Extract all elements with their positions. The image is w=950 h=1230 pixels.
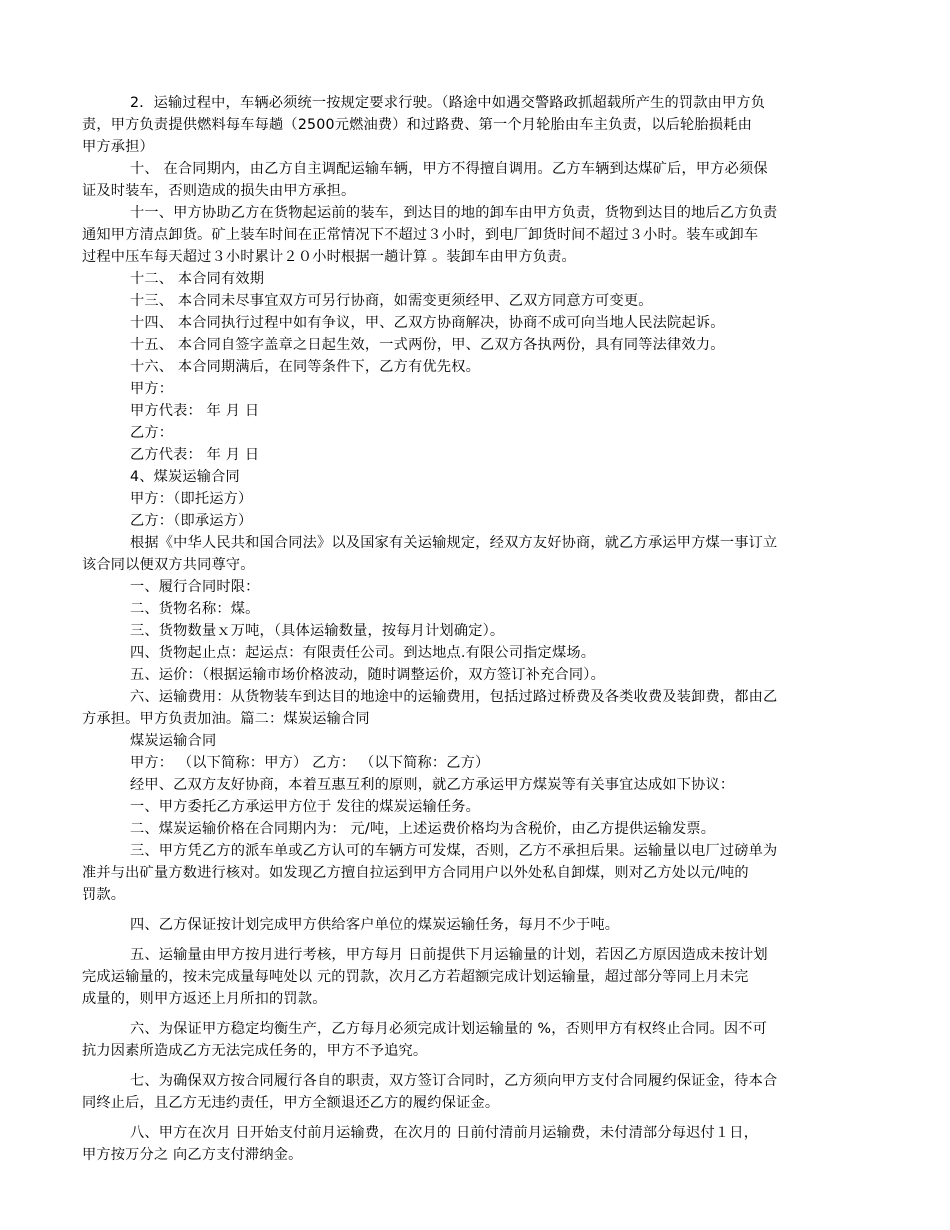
item-line: 一、履行合同时限： [130, 579, 260, 595]
paragraph-line: 该合同以便双方共同尊守。 [82, 557, 255, 573]
paragraph-line: 过程中压车每天超过３小时累计２０小时根据一趟计算 。装卸车由甲方负责。 [82, 249, 576, 265]
clause-13-line: 十三、 本合同未尽事宜双方可另行协商，如需变更须经甲、乙双方同意方可变更。 [130, 293, 653, 309]
item-line: 六、运输费用：从货物装车到达目的地途中的运输费用，包括过路过桥费及各类收费及装卸费，都由乙 [130, 689, 778, 705]
party-b-line: 乙方：（即承运方） [130, 513, 253, 529]
party-a-signature-label: 甲方： [130, 381, 174, 397]
parties-line: 甲方： （以下简称：甲方） 乙方： （以下简称：乙方） [130, 755, 490, 771]
paragraph-line: 根据《中华人民共和国合同法》以及国家有关运输规定，经双方友好协商，就乙方承运甲方煤一事订立 [130, 535, 778, 551]
party-a-line: 甲方：（即托运方） [130, 491, 253, 507]
item-line: 五、运价：（根据运输市场价格波动，随时调整运价，双方签订补充合同）。 [130, 667, 605, 683]
clause-15-line: 十五、 本合同自签字盖章之日起生效，一式两份，甲、乙双方各执两份，具有同等法律效力。 [130, 337, 725, 353]
paragraph-line: 甲方按万分之 向乙方支付滞纳金。 [82, 1147, 303, 1163]
paragraph-line: 抗力因素所造成乙方无法完成任务的，甲方不予追究。 [82, 1043, 428, 1059]
party-a-rep-date-line: 甲方代表： 年 月 日 [130, 403, 260, 419]
paragraph-line: 通知甲方清点卸货。矿上装车时间在正常情况下不超过３小时，到电厂卸货时间不超过３小时。装车或卸车 [82, 227, 759, 243]
paragraph-line: 2．运输过程中，车辆必须统一按规定要求行驶。（路途中如遇交警路政抓超载所产生的罚款由甲方负 [130, 95, 766, 111]
item-line: 八、甲方在次月 日开始支付前月运输费，在次月的 日前付清前月运输费，未付清部分每迟付１日， [130, 1125, 759, 1141]
item-line: 四、乙方保证按计划完成甲方供给客户单位的煤炭运输任务，每月不少于吨。 [130, 917, 620, 933]
paragraph-line: 完成运输量的，按未完成量每吨处以 元的罚款，次月乙方若超额完成计划运输量，超过部分等同上月未完 [82, 969, 749, 985]
item-line: 五、运输量由甲方按月进行考核，甲方每月 日前提供下月运输量的计划，若因乙方原因造成未按计划 [130, 947, 768, 963]
paragraph-line: 成量的，则甲方返还上月所扣的罚款。 [82, 991, 327, 1007]
paragraph-line: 证及时装车，否则造成的损失由甲方承担。 [82, 183, 356, 199]
item-line: 二、煤炭运输价格在合同期内为： 元/吨，上述运费价格均为含税价，由乙方提供运输发票。 [130, 821, 716, 837]
party-b-rep-date-line: 乙方代表： 年 月 日 [130, 447, 260, 463]
section-title: 煤炭运输合同 [130, 733, 217, 749]
item-line: 一、甲方委托乙方承运甲方位于 发往的煤炭运输任务。 [130, 799, 481, 815]
item-line: 七、为确保双方按合同履行各自的职责，双方签订合同时，乙方须向甲方支付合同履约保证金，待本合 [130, 1073, 778, 1089]
clause-12-line: 十二、 本合同有效期 [130, 271, 265, 287]
party-b-signature-label: 乙方： [130, 425, 174, 441]
paragraph-line: 责，甲方负责提供燃料每车每趟（2500元燃油费）和过路费、第一个月轮胎由车主负责，以后轮胎损耗由 [82, 117, 752, 133]
clause-16-line: 十六、 本合同期满后，在同等条件下，乙方有优先权。 [130, 359, 481, 375]
paragraph-line: 罚款。 [82, 887, 126, 903]
item-line: 六、为保证甲方稳定均衡生产，乙方每月必须完成计划运输量的 %，否则甲方有权终止合同。因不可 [130, 1021, 768, 1037]
paragraph-line: 同终止后，且乙方无违约责任，甲方全额退还乙方的履约保证金。 [82, 1095, 500, 1111]
section-title: 4、煤炭运输合同 [130, 469, 240, 485]
item-line: 四、货物起止点：起运点：有限责任公司。到达地点.有限公司指定煤场。 [130, 645, 596, 661]
paragraph-line: 甲方承担） [82, 139, 154, 155]
item-line: 三、甲方凭乙方的派车单或乙方认可的车辆方可发煤，否则，乙方不承担后果。运输量以电厂过磅单为 [130, 843, 778, 859]
clause-14-line: 十四、 本合同执行过程中如有争议，甲、乙双方协商解决，协商不成可向当地人民法院起诉。 [130, 315, 725, 331]
paragraph-line: 准并与出矿量方数进行核对。如发现乙方擅自拉运到甲方合同用户以外处私自卸煤，则对乙方处以元/吨的 [82, 865, 749, 881]
item-line: 二、货物名称：煤。 [130, 601, 260, 617]
clause-11-line: 十一、甲方协助乙方在货物起运前的装车，到达目的地的卸车由甲方负责，货物到达目的地后乙方负责 [130, 205, 778, 221]
paragraph-line: 方承担。甲方负责加油。篇二：煤炭运输合同 [82, 711, 370, 727]
clause-10-line: 十、 在合同期内，由乙方自主调配运输车辆，甲方不得擅自调用。乙方车辆到达煤矿后，甲方必须保 [130, 161, 768, 177]
item-line: 三、货物数量ｘ万吨，（具体运输数量，按每月计划确定）。 [130, 623, 505, 639]
paragraph-line: 经甲、乙双方友好协商，本着互惠互利的原则，就乙方承运甲方煤炭等有关事宜达成如下协议： [130, 777, 735, 793]
